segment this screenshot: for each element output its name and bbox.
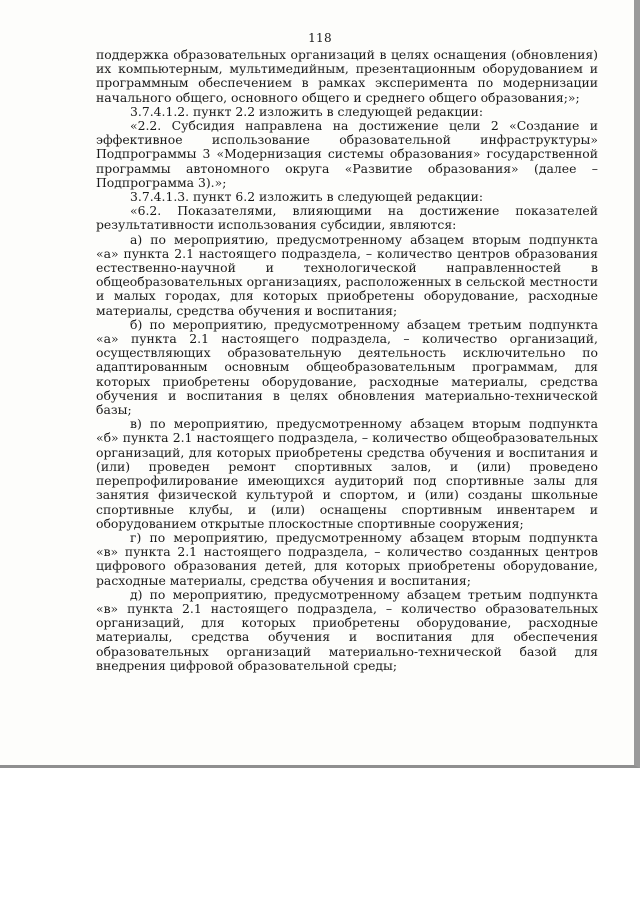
paragraph-clause-2-2: «2.2. Субсидия направлена на достижение цели 2 «Создание и эффективное использование образовательной инфраструктуры» Подпрограммы 3 «Модернизация системы образования» государственной программы автономного округа «Развитие образования» (далее – Подпрограмма 3).»;: [96, 118, 598, 190]
paragraph-clause-6-2: «6.2. Показателями, влияющими на достижение показателей результативности использования субсидии, являются:: [96, 203, 598, 233]
paragraph-subitem-g: г) по мероприятию, предусмотренному абзацем вторым подпункта «в» пункта 2.1 настоящего подраздела, – количество созданных центров цифрового образования детей, для которых приобретены оборудование, расходные материалы, средства обучения и воспитания;: [96, 529, 598, 588]
paragraph-item-3-7-4-1-2: 3.7.4.1.2. пункт 2.2 изложить в следующей редакции:: [130, 103, 484, 119]
paragraph-subitem-b: б) по мероприятию, предусмотренному абзацем третьим подпункта «а» пункта 2.1 настоящего подраздела, – количество организаций, осуществляющих образовательную деятельность исключительно по адаптированным основным общеобразовательным программам, для которых приобретены оборудование, расходные материалы, средства обучения и воспитания в целях обновления материально-технической базы;: [96, 316, 598, 418]
paragraph-item-3-7-4-1-3: 3.7.4.1.3. пункт 6.2 изложить в следующей редакции:: [130, 189, 484, 205]
paragraph-continuation: поддержка образовательных организаций в целях оснащения (обновления) их компьютерным, мультимедийным, презентационным оборудованием и программным обеспечением в рамках эксперимента по модернизации начального общего, основного общего и среднего общего образования;»;: [96, 47, 598, 105]
document-body: [96, 48, 598, 673]
page-number: 118: [308, 31, 332, 45]
paragraph-subitem-d: д) по мероприятию, предусмотренному абзацем третьим подпункта «в» пункта 2.1 настоящего подраздела, – количество образовательных организаций, для которых приобретены оборудование, расходные материалы, средства обучения и воспитания для обеспечения образовательных организаций материально-технической базой для внедрения цифровой образовательной среды;: [96, 586, 598, 673]
paragraph-subitem-v: в) по мероприятию, предусмотренному абзацем вторым подпункта «б» пункта 2.1 настоящего подраздела, – количество общеобразовательных организаций, для которых приобретены средства обучения и воспитания и (или) проведен ремонт спортивных залов, и (или) проведено перепрофилирование имеющихся аудиторий под спортивные залы для занятия физической культурой и спортом, и (или) созданы школьные спортивные клубы, и (или) оснащены спортивным инвентарем и оборудованием открытые плоскостные спортивные сооружения;: [96, 416, 598, 531]
paragraph-subitem-a: а) по мероприятию, предусмотренному абзацем вторым подпункта «а» пункта 2.1 настоящего подраздела, – количество центров образования естественно-научной и технологической направленностей в общеобразовательных организациях, расположенных в сельской местности и малых городах, для которых приобретены оборудование, расходные материалы, средства обучения и воспитания;: [96, 231, 598, 318]
